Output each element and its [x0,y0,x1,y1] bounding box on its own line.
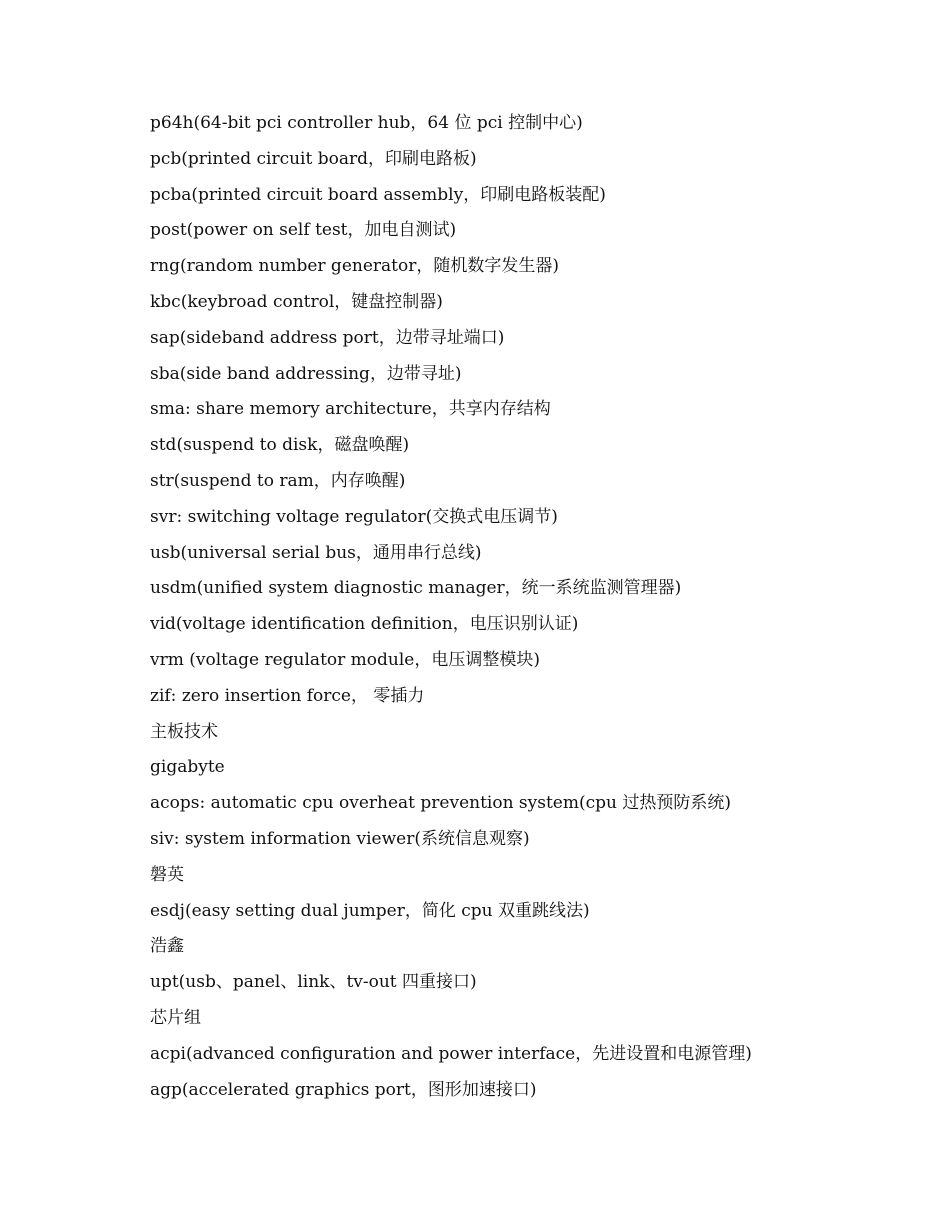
glossary-line-sba: sba(side band addressing，边带寻址) [150,363,462,384]
glossary-line-kbc: kbc(keybroad control，键盘控制器) [150,291,443,312]
glossary-line-post: post(power on self test，加电自测试) [150,220,457,241]
glossary-line-pcba: pcba(printed circuit board assembly，印刷电路板装配) [150,184,606,205]
glossary-line-acops: acops: automatic cpu overheat prevention system(cpu 过热预防系统) [150,793,732,814]
glossary-line-svr: svr: switching voltage regulator(交换式电压调节) [150,506,558,527]
document-body [150,110,910,1112]
section-heading-shuttle: 浩鑫 [150,936,184,957]
glossary-line-zif: zif: zero insertion force， 零插力 [150,685,425,706]
glossary-line-upt: upt(usb、panel、link、tv-out 四重接口) [150,972,477,993]
glossary-line-p64h: p64h(64-bit pci controller hub，64 位 pci 控制中心) [150,113,583,133]
section-heading-motherboard-tech: 主板技术 [150,721,218,742]
section-heading-epox: 磐英 [150,864,184,885]
glossary-line-rng: rng(random number generator，随机数字发生器) [150,256,559,277]
section-heading-gigabyte: gigabyte [150,757,225,778]
glossary-line-vrm: vrm (voltage regulator module，电压调整模块) [150,649,540,670]
glossary-line-sma: sma: share memory architecture，共享内存结构 [150,399,551,420]
glossary-line-siv: siv: system information viewer(系统信息观察) [150,828,530,849]
glossary-line-std: std(suspend to disk，磁盘唤醒) [150,435,410,456]
glossary-line-pcb: pcb(printed circuit board，印刷电路板) [150,148,477,169]
glossary-line-vid: vid(voltage identification definition，电压识别认证) [150,614,579,635]
glossary-line-acpi: acpi(advanced configuration and power interface，先进设置和电源管理) [150,1043,752,1064]
glossary-line-esdj: esdj(easy setting dual jumper，简化 cpu 双重跳线法) [150,900,590,921]
glossary-line-usb: usb(universal serial bus，通用串行总线) [150,542,482,563]
glossary-line-usdm: usdm(unified system diagnostic manager，统一系统监测管理器) [150,578,682,599]
glossary-line-sap: sap(sideband address port，边带寻址端口) [150,327,505,348]
section-heading-chipset: 芯片组 [150,1007,201,1028]
glossary-line-str: str(suspend to ram，内存唤醒) [150,470,406,491]
glossary-line-agp: agp(accelerated graphics port，图形加速接口) [150,1079,537,1100]
